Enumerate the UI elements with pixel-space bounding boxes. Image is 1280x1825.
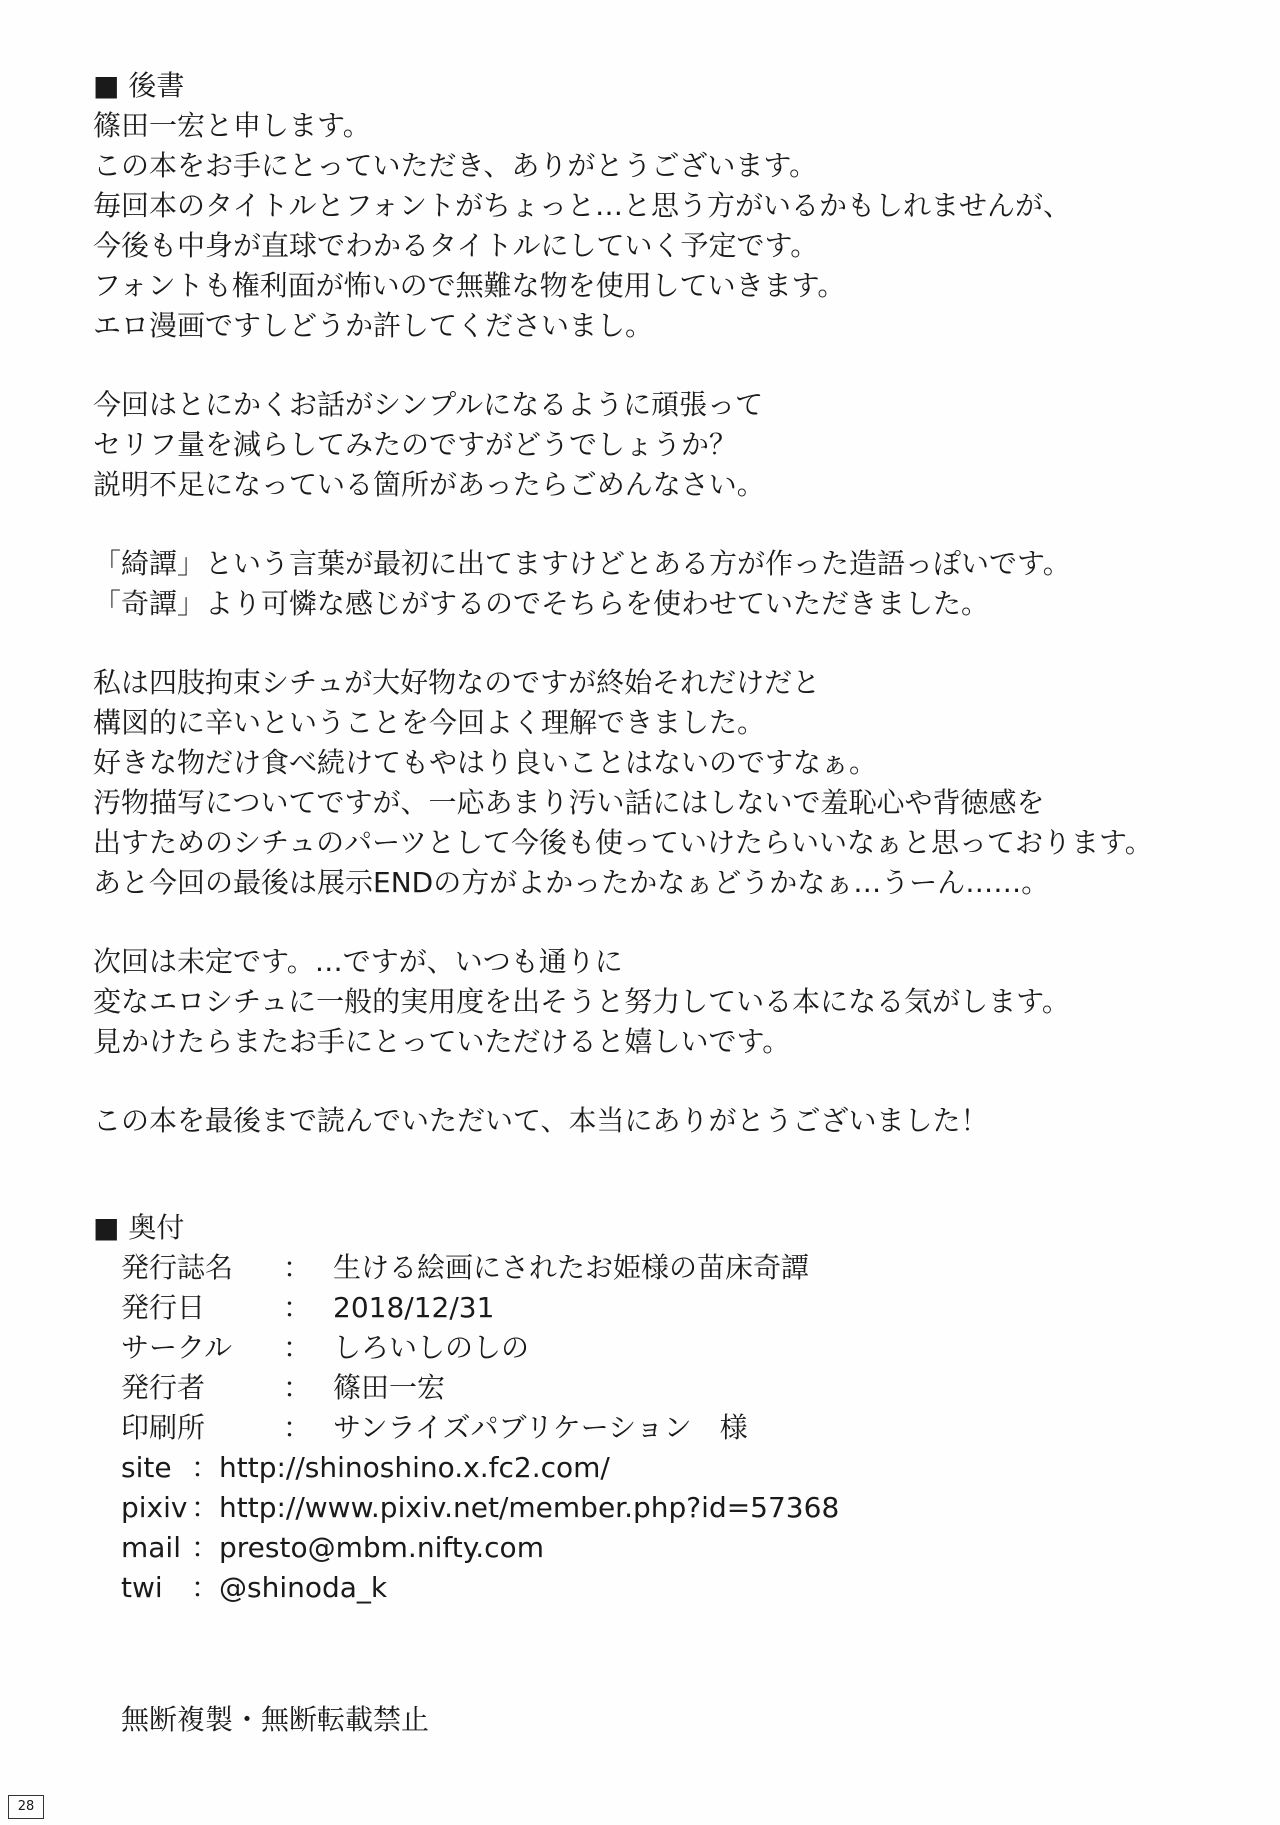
text-line: 「奇譚」より可憐な感じがするのでそちらを使わせていただきました。 (93, 587, 990, 620)
text-line: あと今回の最後は展示ENDの方がよかったかなぁどうかなぁ…うーん……。 (93, 866, 1050, 899)
colophon-row-printer (93, 1408, 1193, 1448)
colophon-separator: ： (283, 1291, 312, 1324)
colophon-separator: ： (283, 1251, 312, 1284)
site-url-link[interactable]: http://shinoshino.x.fc2.com/ (219, 1451, 610, 1484)
colophon-row-publisher (93, 1368, 1193, 1408)
text-line: 今回はとにかくお話がシンプルになるように頑張って (93, 388, 764, 421)
contact-separator: ： (191, 1451, 220, 1484)
contact-row-site (93, 1448, 1193, 1488)
paragraph-gap (93, 346, 1243, 385)
copyright-notice: 無断複製・無断転載禁止 (121, 1703, 430, 1736)
colophon-heading: ■ 奥付 (93, 1211, 185, 1244)
colophon-separator: ： (283, 1411, 312, 1444)
paragraph-gap (93, 1062, 1243, 1101)
afterword-paragraph (93, 942, 1243, 1062)
colophon-separator: ： (283, 1371, 312, 1404)
mail-address-link[interactable]: presto@mbm.nifty.com (219, 1531, 544, 1564)
afterword-paragraph (93, 1101, 1243, 1141)
text-line: 篠田一宏と申します。 (93, 109, 371, 142)
contact-row-twitter (93, 1568, 1193, 1608)
colophon-value: サンライズパブリケーション 様 (333, 1411, 748, 1444)
colophon-separator: ： (283, 1331, 312, 1364)
colophon-row-circle (93, 1328, 1193, 1368)
text-line: フォントも権利面が怖いので無難な物を使用していきます。 (93, 269, 846, 302)
text-line: エロ漫画ですしどうか許してくださいまし。 (93, 309, 654, 342)
text-line: 汚物描写についてですが、一応あまり汚い話にはしないで羞恥心や背徳感を (93, 786, 1045, 819)
contact-key: mail (121, 1531, 181, 1564)
colophon-key: 印刷所 (121, 1411, 206, 1444)
paragraph-gap (93, 624, 1243, 663)
text-line: 出すためのシチュのパーツとして今後も使っていけたらいいなぁと思っております。 (93, 826, 1153, 859)
colophon-value: 2018/12/31 (333, 1291, 495, 1324)
afterword-paragraph (93, 544, 1243, 624)
afterword-paragraph (93, 385, 1243, 505)
contact-separator: ： (191, 1491, 220, 1524)
text-line: 構図的に辛いということを今回よく理解できました。 (93, 706, 766, 739)
contact-key: twi (121, 1571, 163, 1604)
text-line: 今後も中身が直球でわかるタイトルにしていく予定です。 (93, 229, 819, 262)
contact-separator: ： (191, 1531, 220, 1564)
text-line: 変なエロシチュに一般的実用度を出そうと努力している本になる気がします。 (93, 985, 1070, 1018)
afterword-paragraph (93, 106, 1243, 346)
contact-row-pixiv (93, 1488, 1193, 1528)
contact-key: pixiv (121, 1491, 188, 1524)
text-line: 説明不足になっている箇所があったらごめんなさい。 (93, 468, 765, 501)
colophon-row-title (93, 1248, 1193, 1288)
contact-key: site (121, 1451, 172, 1484)
afterword-heading: ■ 後書 (93, 69, 185, 102)
text-line: 見かけたらまたお手にとっていただけると嬉しいです。 (93, 1025, 791, 1058)
colophon-row-date (93, 1288, 1193, 1328)
contact-separator: ： (191, 1571, 220, 1604)
colophon-key: 発行誌名 (121, 1251, 234, 1284)
text-line: この本をお手にとっていただき、ありがとうございます。 (93, 149, 818, 182)
text-line: セリフ量を減らしてみたのですがどうでしょうか？ (93, 428, 738, 461)
contact-row-mail (93, 1528, 1193, 1568)
text-line: 次回は未定です。…ですが、いつも通りに (93, 945, 623, 978)
colophon-key: サークル (121, 1331, 233, 1364)
colophon-value: 生ける絵画にされたお姫様の苗床奇譚 (333, 1251, 810, 1284)
page-number: 28 (8, 1795, 44, 1819)
text-line: 好きな物だけ食べ続けてもやはり良いことはないのですなぁ。 (93, 746, 878, 779)
pixiv-url-link[interactable]: http://www.pixiv.net/member.php?id=57368 (219, 1491, 840, 1524)
afterword-section (93, 66, 1243, 1141)
text-line: 私は四肢拘束シチュが大好物なのですが終始それだけだと (93, 666, 821, 699)
text-line: 「綺譚」という言葉が最初に出てますけどとある方が作った造語っぽいです。 (93, 547, 1071, 580)
colophon-key: 発行者 (121, 1371, 206, 1404)
paragraph-gap (93, 505, 1243, 544)
colophon-section (93, 1208, 1193, 1608)
twitter-handle-link[interactable]: @shinoda_k (219, 1571, 388, 1604)
paragraph-gap (93, 903, 1243, 942)
text-line: 毎回本のタイトルとフォントがちょっと…と思う方がいるかもしれませんが、 (93, 189, 1072, 222)
colophon-key: 発行日 (121, 1291, 206, 1324)
text-line: この本を最後まで読んでいただいて、本当にありがとうございました！ (93, 1104, 989, 1137)
afterword-paragraph (93, 663, 1243, 903)
colophon-value: 篠田一宏 (333, 1371, 446, 1404)
colophon-value: しろいしのしの (333, 1331, 530, 1364)
